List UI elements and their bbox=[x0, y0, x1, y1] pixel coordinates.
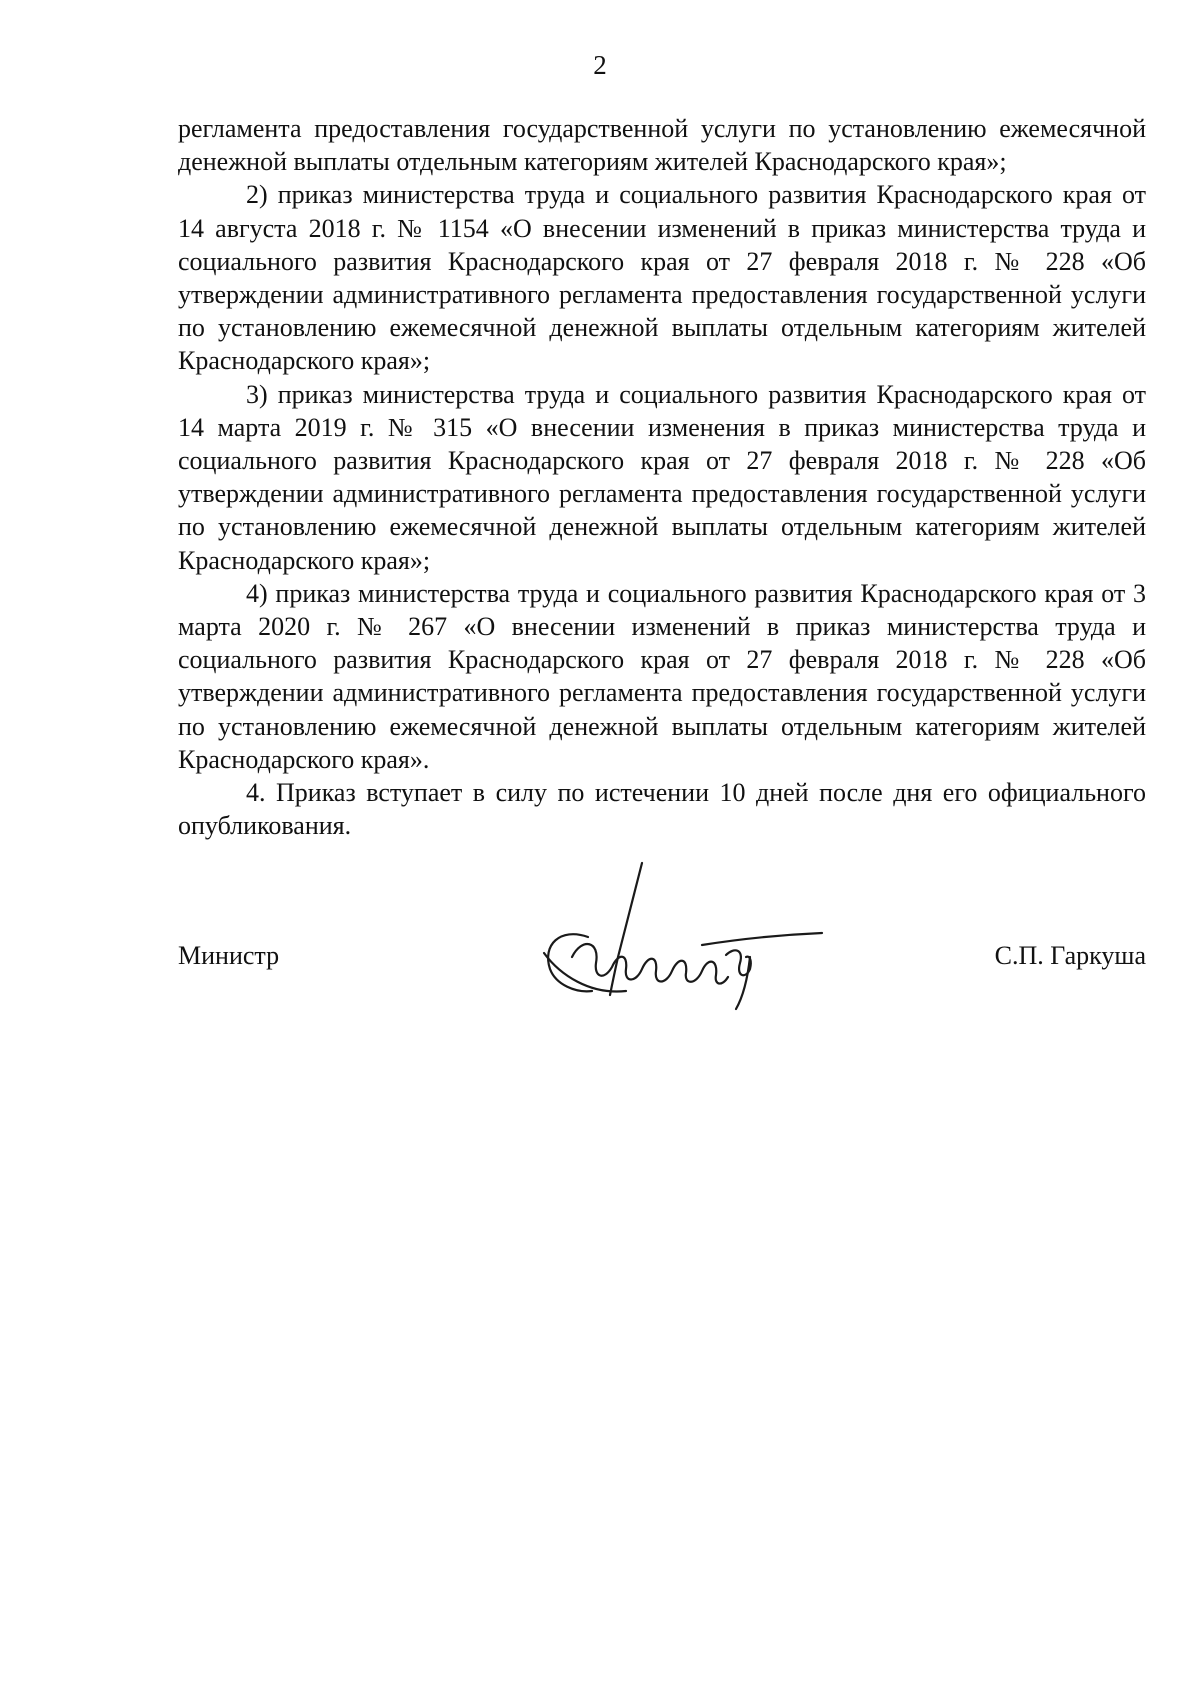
clause-4-effective-date: 4. Приказ вступает в силу по истечении 10 дней после дня его официального опубликования. bbox=[178, 778, 1146, 841]
list-item-3: 3) приказ министерства труда и социального развития Краснодарского края от 14 марта 2019 г. № 315 «О внесении изменения в приказ министерства труда и социального развития Краснодарского края от 27 февраля 2018 г. № 228 «Об утверждении административного регламента предоставления государственной услуги по установлению ежемесячной денежной выплаты отдельным категориям жителей Краснодарского края»; bbox=[178, 379, 1146, 575]
handwritten-signature bbox=[530, 845, 830, 1015]
paragraph-continuation: регламента предоставления государственной услуги по установлению ежемесячной денежной выплаты отдельным категориям жителей Краснодарского края»; bbox=[178, 114, 1146, 177]
signer-name: С.П. Гаркуша bbox=[994, 941, 1146, 970]
list-item-4: 4) приказ министерства труда и социального развития Краснодарского края от 3 марта 2020 г. № 267 «О внесении изменений в приказ министерства труда и социального развития Краснодарского края от 27 февраля 2018 г. № 228 «Об утверждении административного регламента предоставления государственной услуги по установлению ежемесячной денежной выплаты отдельным категориям жителей Краснодарского края». bbox=[178, 578, 1146, 774]
signer-position: Министр bbox=[178, 941, 280, 970]
document-body bbox=[178, 112, 1146, 842]
list-item-2: 2) приказ министерства труда и социального развития Краснодарского края от 14 августа 2018 г. № 1154 «О внесении изменений в приказ министерства труда и социального развития Краснодарского края от 27 февраля 2018 г. № 228 «Об утверждении административного регламента предоставления государственной услуги по установлению ежемесячной денежной выплаты отдельным категориям жителей Краснодарского края»; bbox=[178, 180, 1146, 376]
page-number: 2 bbox=[593, 50, 607, 80]
